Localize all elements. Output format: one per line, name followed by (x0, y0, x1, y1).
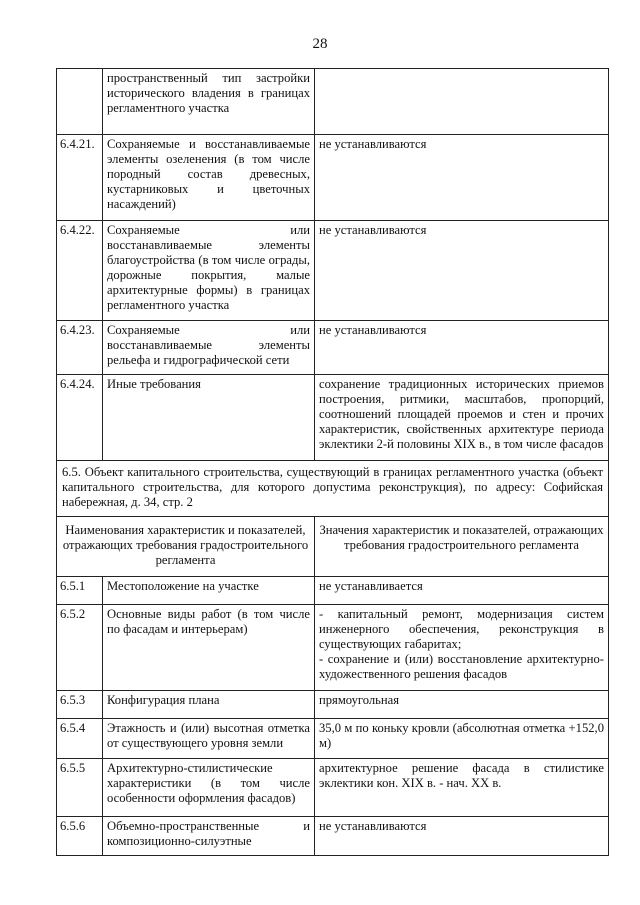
row-number: 6.4.23. (57, 321, 103, 375)
row-value: 35,0 м по коньку кровли (абсолютная отметка +152,0 м) (315, 719, 609, 759)
row-value: не устанавливаются (315, 135, 609, 221)
table-row (57, 321, 609, 375)
row-characteristic: Архитектурно-стилистические характеристики (в том числе особенности оформления фасадов) (103, 759, 315, 817)
table-row (57, 759, 609, 817)
page-number: 28 (312, 36, 328, 52)
row-value: не устанавливаются (315, 321, 609, 375)
table-row (57, 719, 609, 759)
row-value: сохранение традиционных исторических приемов построения, ритмики, масштабов, пропорций, соотношений площадей проемов и стен и прочих характеристик, свойственных архитектуре периода эклектики 2-й половины XIX в., в том числе фасадов (315, 375, 609, 461)
row-number: 6.4.21. (57, 135, 103, 221)
row-number: 6.5.5 (57, 759, 103, 817)
row-characteristic: Местоположение на участке (103, 577, 315, 605)
row-characteristic: Сохраняемые или восстанавливаемые элементы благоустройства (в том числе ограды, дорожные покрытия, малые архитектурные формы) в границах регламентного участка (103, 221, 315, 321)
table-row (57, 135, 609, 221)
row-number: 6.4.22. (57, 221, 103, 321)
header-row (57, 517, 609, 577)
row-characteristic: Конфигурация плана (103, 691, 315, 719)
table-row (57, 375, 609, 461)
regulation-table (56, 68, 609, 856)
table-row (57, 221, 609, 321)
row-value: не устанавливается (315, 577, 609, 605)
header-values: Значения характеристик и показателей, отражающих требования градостроительного регламента (315, 517, 609, 577)
row-number (57, 69, 103, 135)
row-number: 6.5.1 (57, 577, 103, 605)
table-row (57, 817, 609, 856)
table-row (57, 605, 609, 691)
row-characteristic: Сохраняемые и восстанавливаемые элементы озеленения (в том числе породный состав древесных, кустарниковых и цветочных насаждений) (103, 135, 315, 221)
row-number: 6.5.4 (57, 719, 103, 759)
row-value: прямоугольная (315, 691, 609, 719)
row-number: 6.4.24. (57, 375, 103, 461)
row-value: не устанавливаются (315, 817, 609, 856)
section-row (57, 461, 609, 517)
header-characteristics: Наименования характеристик и показателей, отражающих требования градостроительного регламента (57, 517, 315, 577)
row-characteristic: Основные виды работ (в том числе по фасадам и интерьерам) (103, 605, 315, 691)
row-number: 6.5.2 (57, 605, 103, 691)
row-characteristic: пространственный тип застройки исторического владения в границах регламентного участка (103, 69, 315, 135)
row-characteristic: Сохраняемые или восстанавливаемые элементы рельефа и гидрографической сети (103, 321, 315, 375)
row-number: 6.5.6 (57, 817, 103, 856)
row-number: 6.5.3 (57, 691, 103, 719)
row-characteristic: Иные требования (103, 375, 315, 461)
row-value: - капитальный ремонт, модернизация систем инженерного обеспечения, реконструкция в существующих габаритах; - сохранение и (или) восстановление архитектурно-художественного решения фасадов (315, 605, 609, 691)
row-characteristic: Этажность и (или) высотная отметка от существующего уровня земли (103, 719, 315, 759)
section-heading: 6.5. Объект капитального строительства, существующий в границах регламентного участка (объект капитального строительства, для которого допустима реконструкция), по адресу: Софийская набережная, д. 34, стр. 2 (57, 461, 609, 517)
row-characteristic: Объемно-пространственные и композиционно-силуэтные (103, 817, 315, 856)
row-value (315, 69, 609, 135)
row-value: не устанавливаются (315, 221, 609, 321)
table-row (57, 691, 609, 719)
row-value: архитектурное решение фасада в стилистике эклектики кон. XIX в. - нач. XX в. (315, 759, 609, 817)
table-row (57, 577, 609, 605)
table-row (57, 69, 609, 135)
